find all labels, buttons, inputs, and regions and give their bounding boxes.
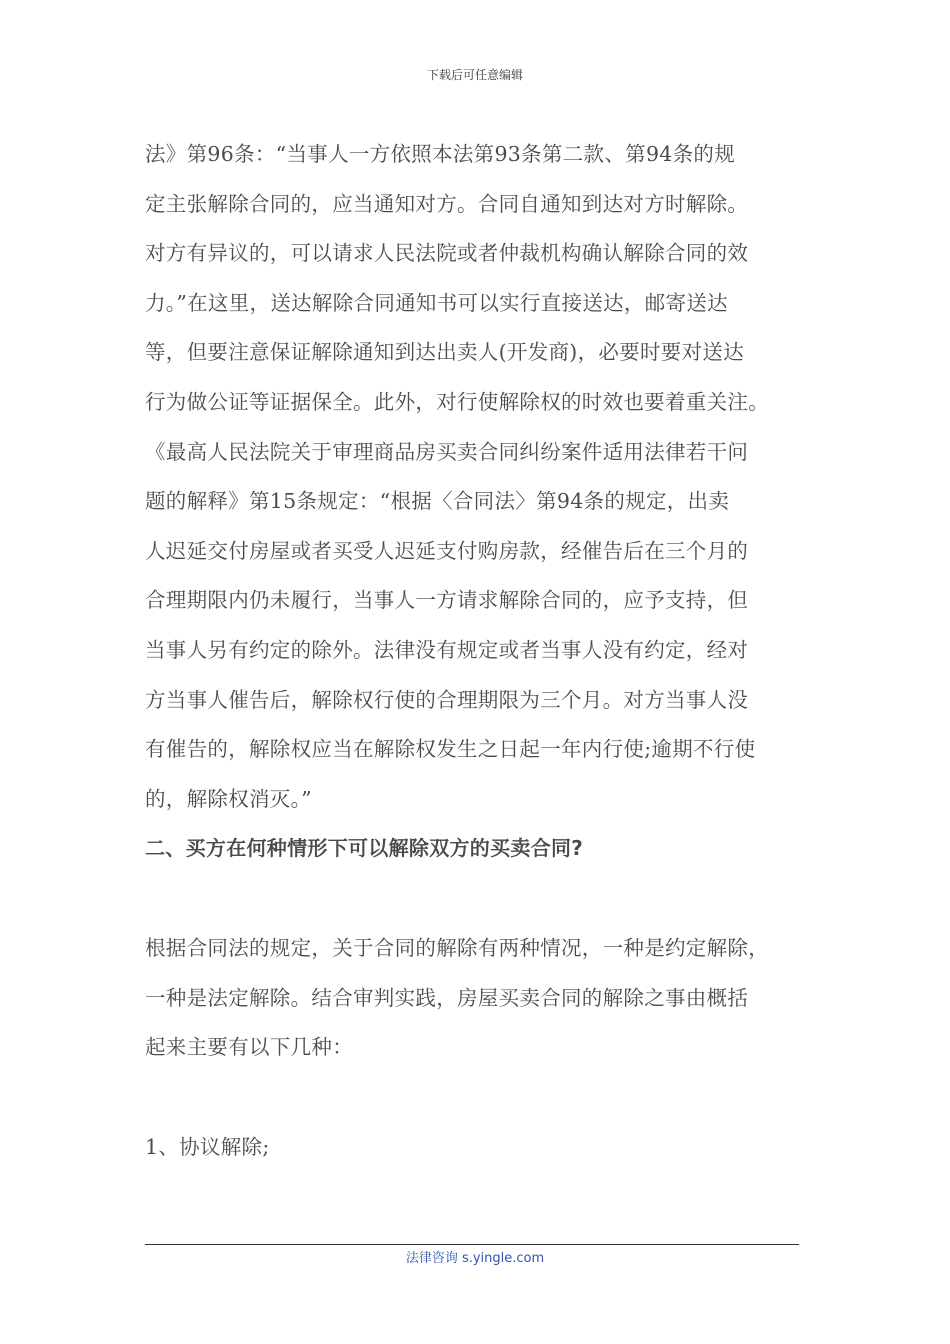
paragraph [145,924,825,1073]
spacer [145,1073,825,1123]
text-line: 人迟延交付房屋或者买受人迟延支付购房款，经催告后在三个月的 [145,538,749,563]
text-line: 的，解除权消灭。” [145,786,312,811]
text-line: 等，但要注意保证解除通知到达出卖人(开发商)，必要时要对送达 [145,340,744,365]
paragraph [145,130,825,824]
text-line: 题的解释》第15条规定：“根据〈合同法〉第94条的规定，出卖 [145,489,730,514]
list-item: 1、协议解除; [145,1134,270,1159]
document-body [145,130,825,1172]
text-line: 根据合同法的规定，关于合同的解除有两种情况，一种是约定解除， [145,935,769,960]
text-line: 定主张解除合同的，应当通知对方。合同自通知到达对方时解除。 [145,191,749,216]
text-line: 法》第96条：“当事人一方依照本法第93条第二款、第94条的规 [145,142,736,166]
footer-link[interactable]: 法律咨询 s.yingle.com [405,1251,545,1266]
text-line: 有催告的，解除权应当在解除权发生之日起一年内行使;逾期不行使 [145,737,756,762]
section-heading: 二、买方在何种情形下可以解除双方的买卖合同? [145,836,584,861]
text-line: 当事人另有约定的除外。法律没有规定或者当事人没有约定，经对 [145,637,749,662]
text-line: 起来主要有以下几种： [145,1035,353,1060]
text-line: 合理期限内仍未履行，当事人一方请求解除合同的，应予支持，但 [145,588,749,613]
spacer [145,874,825,924]
text-line: 一种是法定解除。结合审判实践，房屋买卖合同的解除之事由概括 [145,985,749,1010]
page-header: 下载后可任意编辑 [426,68,523,82]
footer-divider [145,1244,799,1245]
text-line: 行为做公证等证据保全。此外，对行使解除权的时效也要着重关注。 [145,389,769,414]
text-line: 方当事人催告后，解除权行使的合理期限为三个月。对方当事人没 [145,687,749,712]
text-line: 力。”在这里，送达解除合同通知书可以实行直接送达，邮寄送达 [145,290,728,315]
text-line: 对方有异议的，可以请求人民法院或者仲裁机构确认解除合同的效 [145,241,749,266]
text-line: 《最高人民法院关于审理商品房买卖合同纠纷案件适用法律若干问 [145,439,749,464]
